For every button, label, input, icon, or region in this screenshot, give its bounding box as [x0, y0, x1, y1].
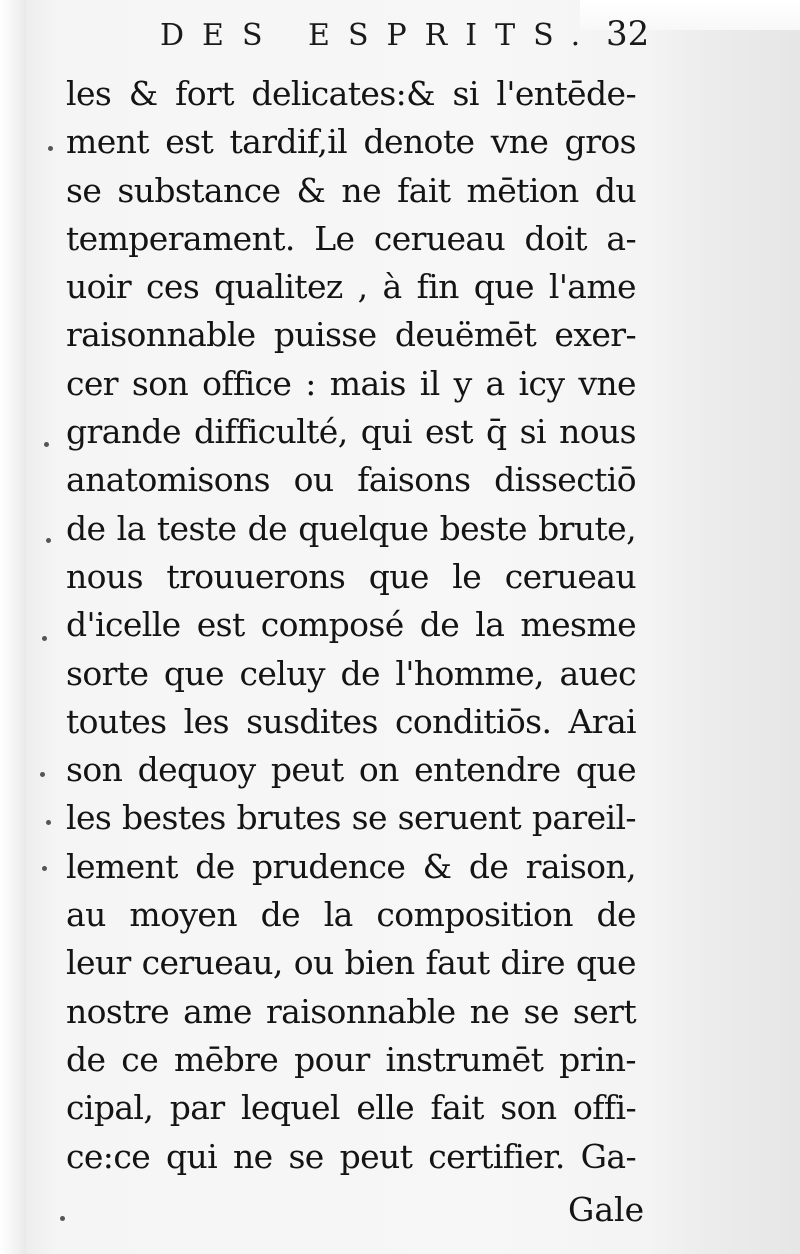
- text-line: ment est tardif,il denote vne gros: [66, 122, 636, 162]
- text-line: cipal, par lequel elle fait son offi-: [66, 1088, 636, 1128]
- page-number: 32: [606, 14, 650, 54]
- text-line: nostre ame raisonnable ne se sert: [66, 991, 636, 1031]
- text-line: les & fort delicates:& si l'entēde-: [66, 74, 636, 113]
- running-head-title: DES ESPRITS.: [160, 18, 599, 53]
- page-gutter-shadow: [650, 0, 800, 1254]
- text-line: de ce mēbre pour instrumēt prin-: [66, 1039, 636, 1079]
- text-line: leur cerueau, ou bien faut dire que: [66, 943, 636, 983]
- text-line: se substance & ne fait mētion du: [66, 170, 636, 210]
- text-line: d'icelle est composé de la mesme: [66, 605, 636, 645]
- text-line: de la teste de quelque beste brute,: [66, 508, 636, 548]
- margin-ink-speck: [40, 772, 45, 777]
- text-line: grande difficulté, qui est q̄ si nous: [66, 412, 636, 452]
- margin-ink-speck: [42, 866, 47, 871]
- text-line: sorte que celuy de l'homme, auec: [66, 653, 636, 693]
- margin-ink-speck: [46, 820, 51, 825]
- margin-ink-speck: [46, 538, 51, 543]
- text-line: nous trouuerons que le cerueau: [66, 556, 636, 596]
- text-line: raisonnable puisse deuëmēt exer-: [66, 315, 636, 355]
- margin-ink-speck: [42, 636, 47, 641]
- text-line: temperament. Le cerueau doit a-: [66, 218, 636, 258]
- text-line: au moyen de la composition de: [66, 895, 636, 935]
- margin-ink-speck: [60, 1216, 65, 1221]
- text-line: les bestes brutes se seruent pareil-: [66, 798, 636, 838]
- text-line: son dequoy peut on entendre que: [66, 750, 636, 790]
- text-line: lement de prudence & de raison,: [66, 846, 636, 886]
- text-line: anatomisons ou faisons dissectiō: [66, 460, 636, 500]
- text-line: toutes les susdites conditiōs. Arai: [66, 701, 636, 741]
- catchword: Gale: [568, 1190, 645, 1229]
- text-line: ce:ce qui ne se peut certifier. Ga-: [66, 1136, 636, 1176]
- text-line: uoir ces qualitez , à fin que l'ame: [66, 267, 636, 307]
- margin-ink-speck: [44, 442, 49, 447]
- margin-ink-speck: [48, 146, 53, 151]
- text-line: cer son office : mais il y a icy vne: [66, 363, 636, 403]
- body-text: [66, 70, 636, 1181]
